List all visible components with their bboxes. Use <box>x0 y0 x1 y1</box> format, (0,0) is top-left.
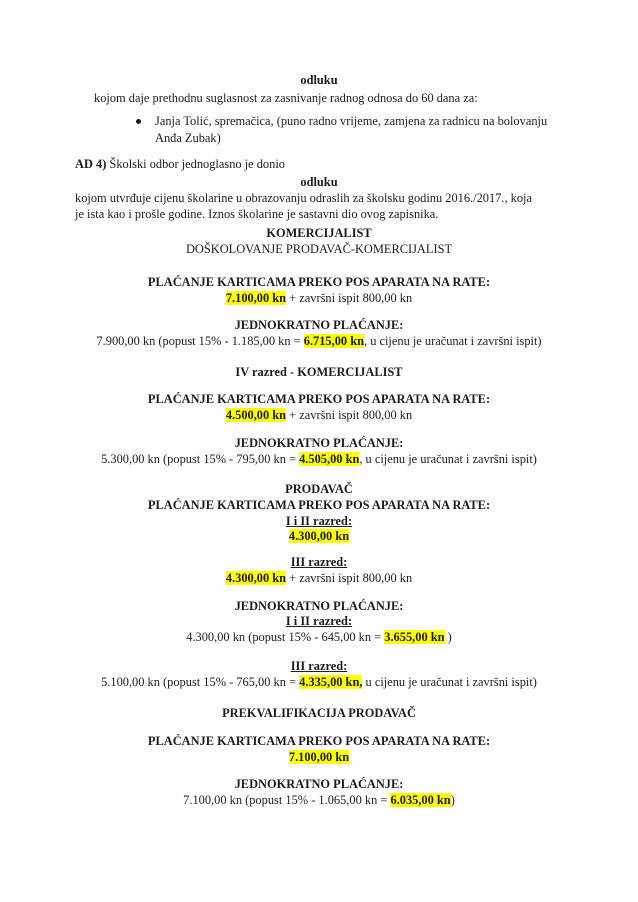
section-title: PREKVALIFIKACIJA PRODAVAČ <box>222 706 416 720</box>
single-payment-heading: JEDNOKRATNO PLAĆANJE: <box>234 318 404 332</box>
price-highlight: 4.335,00 kn, <box>299 675 363 689</box>
section-title: KOMERCIJALIST <box>266 226 372 240</box>
decision-text: kojom daje prethodnu suglasnost za zasnivanje radnog odnosa do 60 dana za: <box>94 91 478 105</box>
installment-heading: PLAĆANJE KARTICAMA PREKO POS APARATA NA RATE: <box>147 275 491 289</box>
installment-price: 4.500,00 kn + završni ispit 800,00 kn <box>225 408 413 422</box>
price-highlight: 4.300,00 kn <box>225 571 287 585</box>
price-highlight: 3.655,00 kn <box>384 630 445 644</box>
price-highlight: 4.505,00 kn <box>299 452 360 466</box>
installment-heading: PLAĆANJE KARTICAMA PREKO POS APARATA NA RATE: <box>147 734 491 748</box>
agenda-text: Školski odbor jednoglasno je donio <box>106 157 285 171</box>
decision-heading-2: odluku <box>300 175 338 189</box>
grade-label: III razred: <box>290 659 348 673</box>
single-payment-price: 4.300,00 kn (popust 15% - 645,00 kn = 3.655,00 kn ) <box>186 630 452 644</box>
installment-price <box>0 750 638 765</box>
installment-price <box>0 529 638 544</box>
decision-text-3: je ista kao i prošle godine. Iznos školarine je sastavni dio ovog zapisnika. <box>75 207 439 221</box>
price-highlight: 6.035,00 kn <box>390 793 451 807</box>
grade-label: III razred: <box>290 555 348 569</box>
installment-price: 7.100,00 kn + završni ispit 800,00 kn <box>225 291 413 305</box>
single-payment-price: 5.300,00 kn (popust 15% - 795,00 kn = 4.505,00 kn, u cijenu je uračunat i završni ispit) <box>101 452 537 466</box>
section-subtitle: DOŠKOLOVANJE PRODAVAČ-KOMERCIJALIST <box>185 242 453 256</box>
bullet-text: Janja Tolić, spremačica, (puno radno vrijeme, zamjena za radnicu na bolovanju <box>155 114 548 128</box>
price-highlight: 4.300,00 kn <box>288 529 350 543</box>
installment-heading: PLAĆANJE KARTICAMA PREKO POS APARATA NA RATE: <box>147 498 491 512</box>
price-highlight: 4.500,00 kn <box>225 408 287 422</box>
installment-price: 4.300,00 kn + završni ispit 800,00 kn <box>225 571 413 585</box>
section-title: PRODAVAČ <box>285 482 353 496</box>
single-payment-heading: JEDNOKRATNO PLAĆANJE: <box>234 599 404 613</box>
price-highlight: 7.100,00 kn <box>225 291 287 305</box>
single-payment-price: 5.100,00 kn (popust 15% - 765,00 kn = 4.335,00 kn, u cijenu je uračunat i završni ispit) <box>101 675 537 689</box>
bullet-text-continued: Anđa Zubak) <box>155 131 221 145</box>
grade-label: I i II razred: <box>285 614 353 628</box>
decision-text-2: kojom utvrđuje cijenu školarine u obrazovanju odraslih za školsku godinu 2016./2017., koja <box>75 191 532 205</box>
price-highlight: 6.715,00 kn <box>303 334 364 348</box>
single-payment-heading: JEDNOKRATNO PLAĆANJE: <box>234 436 404 450</box>
single-payment-price: 7.100,00 kn (popust 15% - 1.065,00 kn = 6.035,00 kn) <box>183 793 455 807</box>
installment-heading: PLAĆANJE KARTICAMA PREKO POS APARATA NA RATE: <box>147 392 491 406</box>
decision-heading: odluku <box>300 73 338 87</box>
agenda-label: AD 4) <box>75 157 107 171</box>
grade-label: I i II razred: <box>285 514 353 528</box>
single-payment-price: 7.900,00 kn (popust 15% - 1.185,00 kn = 6.715,00 kn, u cijenu je uračunat i završni ispit) <box>96 334 542 348</box>
bullet-icon <box>136 119 141 124</box>
agenda-item <box>75 157 285 172</box>
price-highlight: 7.100,00 kn <box>288 750 350 764</box>
single-payment-heading: JEDNOKRATNO PLAĆANJE: <box>234 777 404 791</box>
section-title: IV razred - KOMERCIJALIST <box>235 365 403 379</box>
